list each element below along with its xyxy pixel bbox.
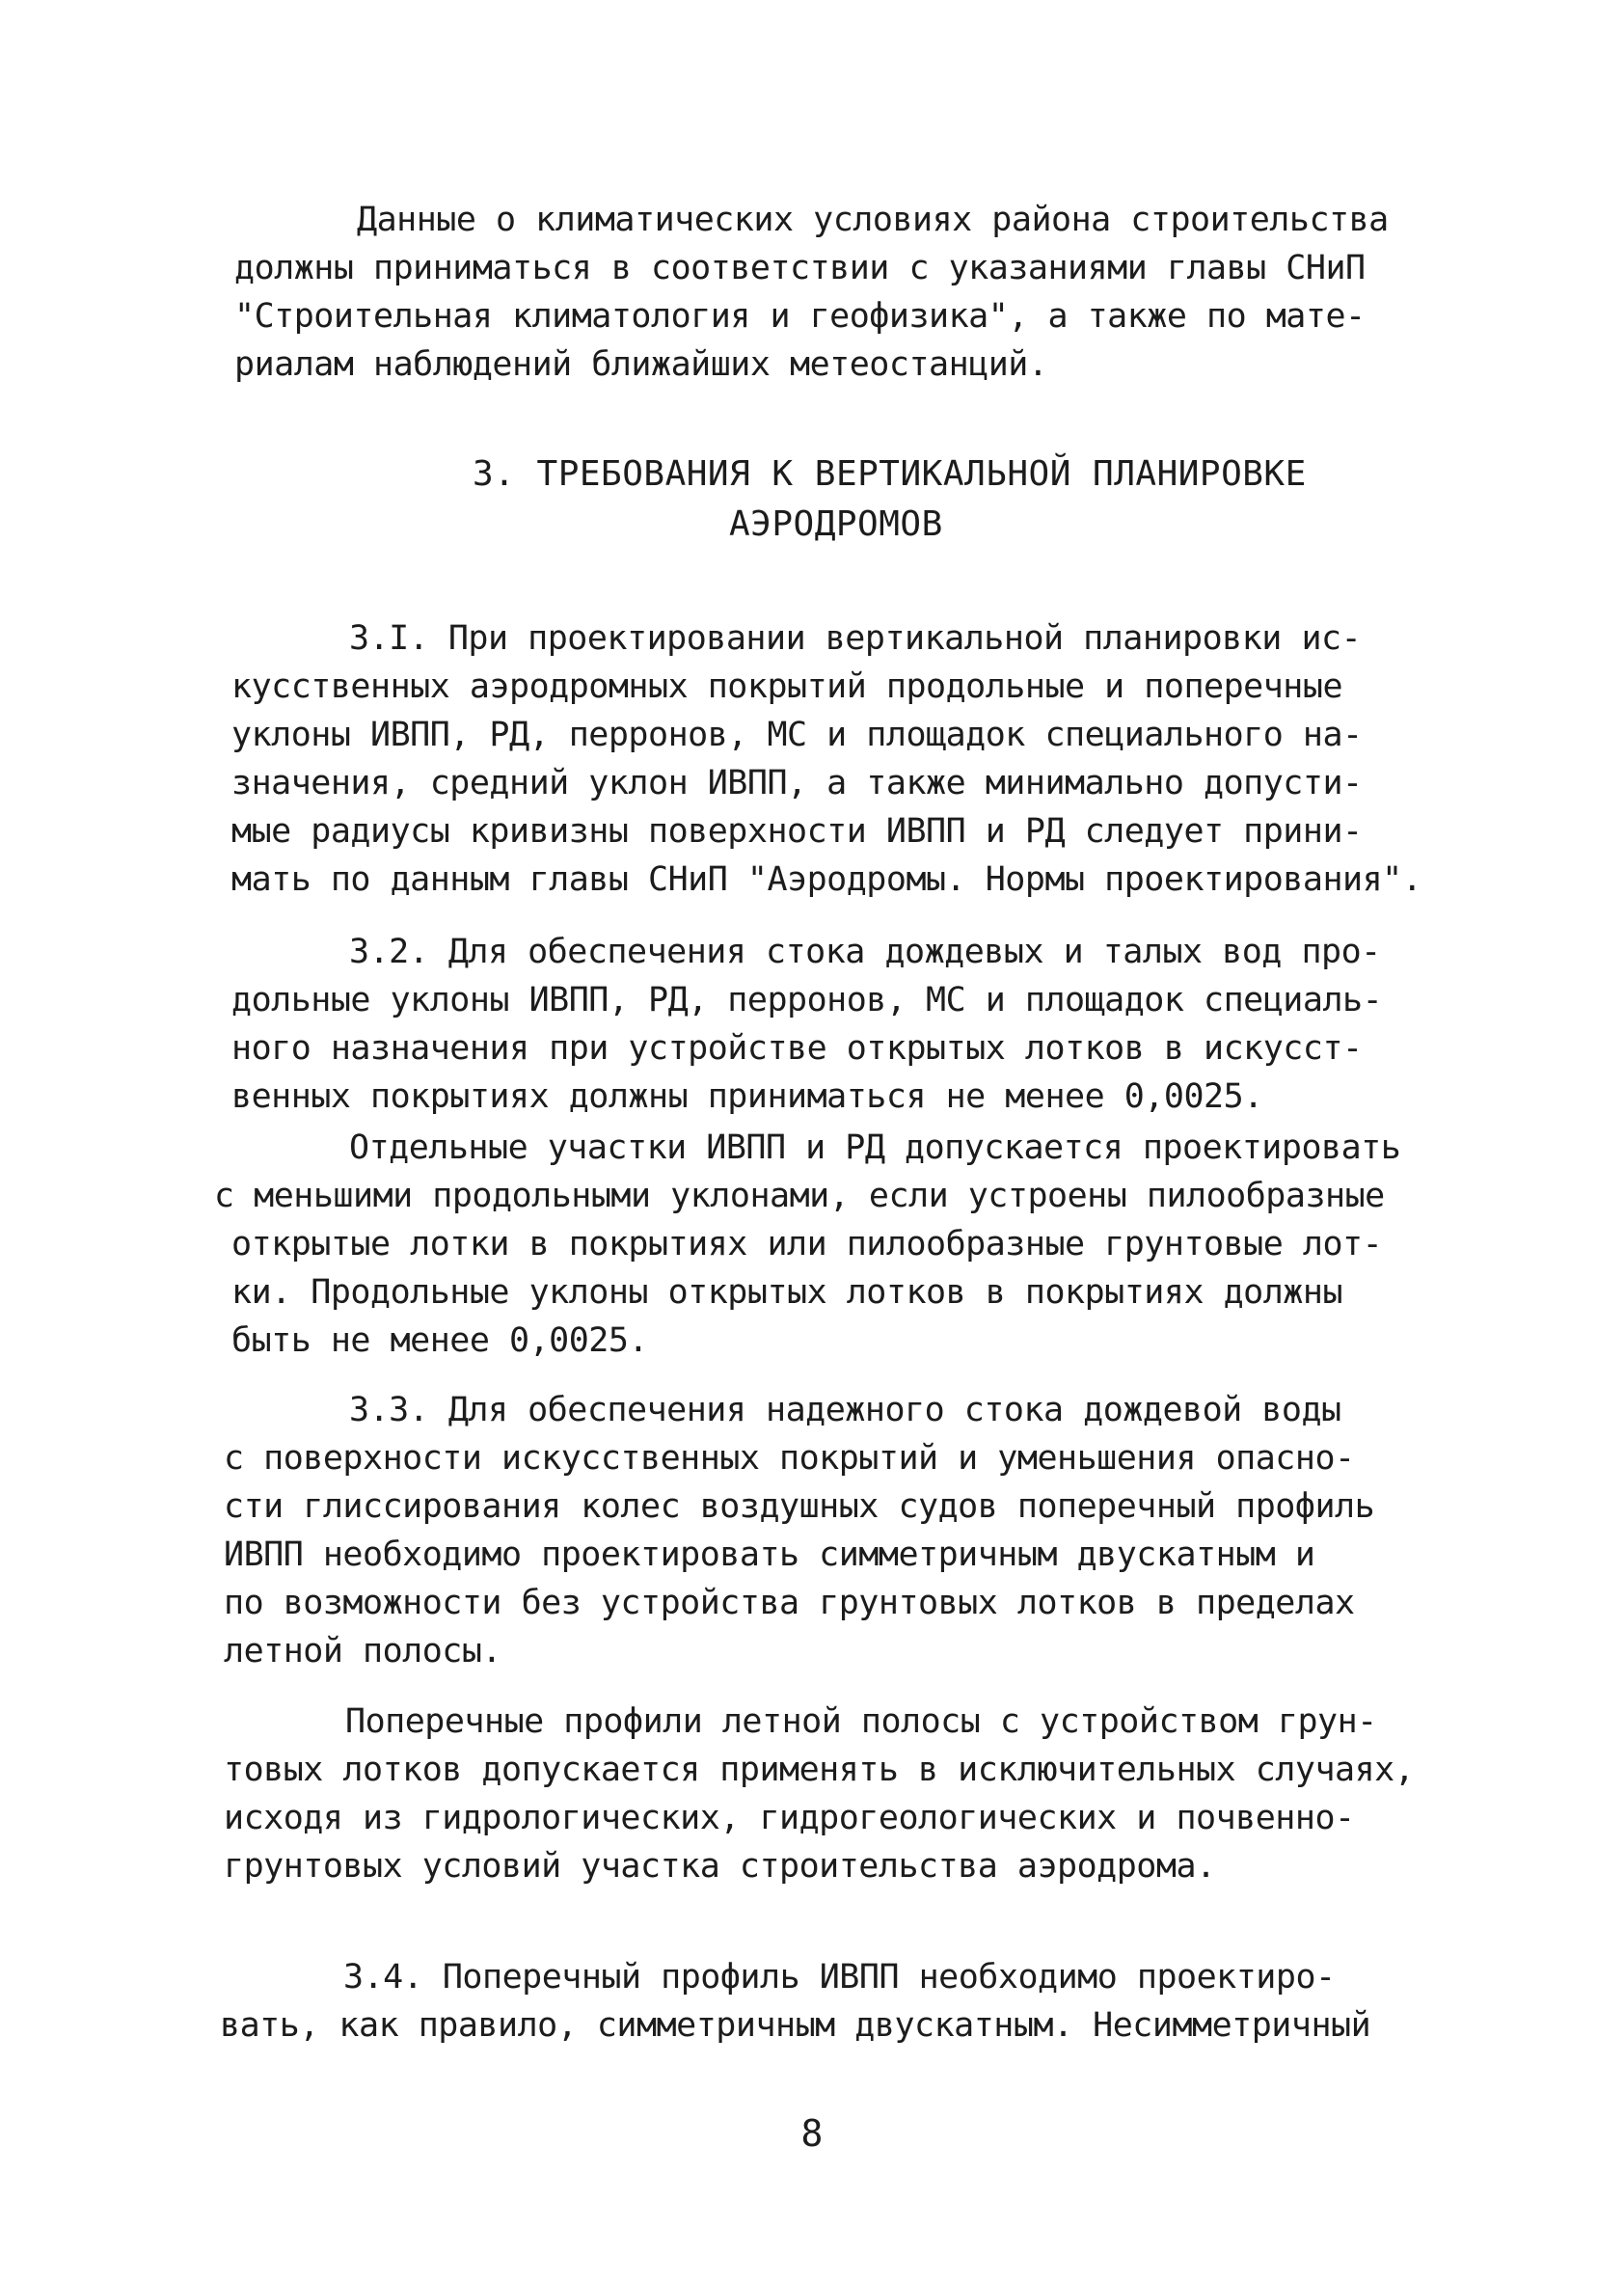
text-line: с поверхности искусственных покрытий и уменьшения опасно- [224,1439,1355,1478]
text-line: Поперечные профили летной полосы с устройством грун- [345,1702,1377,1741]
text-line: Отдельные участки ИВПП и РД допускается проектировать [349,1128,1401,1167]
text-line: с меньшими продольными уклонами, если устроены пилообразные [214,1177,1385,1215]
text-line: ного назначения при устройстве открытых лотков в искусст- [231,1029,1363,1068]
text-line: летной полосы. [224,1632,502,1671]
text-line: "Строительная климатология и геофизика", а также по мате- [234,297,1366,336]
section-title-line: АЭРОДРОМОВ [729,504,943,544]
text-line: исходя из гидрологических, гидрогеологических и почвенно- [224,1799,1355,1837]
text-line: 3.2. Для обеспечения стока дождевых и талых вод про- [349,933,1381,971]
section-title-line: 3. ТРЕБОВАНИЯ К ВЕРТИКАЛЬНОЙ ПЛАНИРОВКЕ [473,454,1307,494]
text-line: должны приниматься в соответствии с указаниями главы СНиП [234,249,1366,287]
text-line: 3.4. Поперечный профиль ИВПП необходимо проектиро- [343,1958,1336,1997]
text-line: Данные о климатических условиях района строительства [357,201,1389,239]
text-line: грунтовых условий участка строительства аэродрома. [224,1847,1216,1886]
text-line: значения, средний уклон ИВПП, а также минимально допусти- [231,764,1363,802]
text-line: 3.I. При проектировании вертикальной планировки ис- [349,619,1362,658]
text-line: уклоны ИВПП, РД, перронов, МС и площадок специального на- [231,716,1363,754]
text-line: ИВПП необходимо проектировать симметричным двускатным и [224,1535,1315,1574]
text-line: венных покрытиях должны приниматься не менее 0,0025. [231,1077,1263,1116]
text-line: мать по данным главы СНиП "Аэродромы. Нормы проектирования". [231,860,1422,899]
text-line: кусственных аэродромных покрытий продольные и поперечные [231,667,1343,706]
text-line: открытые лотки в покрытиях или пилообразные грунтовые лот- [231,1225,1383,1263]
text-line: сти глиссирования колес воздушных судов поперечный профиль [224,1487,1375,1526]
text-line: риалам наблюдений ближайших метеостанций. [234,345,1048,384]
text-line: вать, как правило, симметричным двускатным. Несимметричный [220,2006,1371,2045]
text-line: дольные уклоны ИВПП, РД, перронов, МС и площадок специаль- [231,981,1383,1019]
text-line: мые радиусы кривизны поверхности ИВПП и РД следует прини- [231,812,1363,851]
text-line: 3.3. Для обеспечения надежного стока дождевой воды [349,1391,1341,1429]
text-line: по возможности без устройства грунтовых лотков в пределах [224,1584,1355,1622]
page-number: 8 [800,2112,824,2155]
text-line: товых лотков допускается применять в исключительных случаях, [224,1751,1415,1789]
text-line: быть не менее 0,0025. [231,1321,649,1360]
text-line: ки. Продольные уклоны открытых лотков в покрытиях должны [231,1273,1343,1312]
